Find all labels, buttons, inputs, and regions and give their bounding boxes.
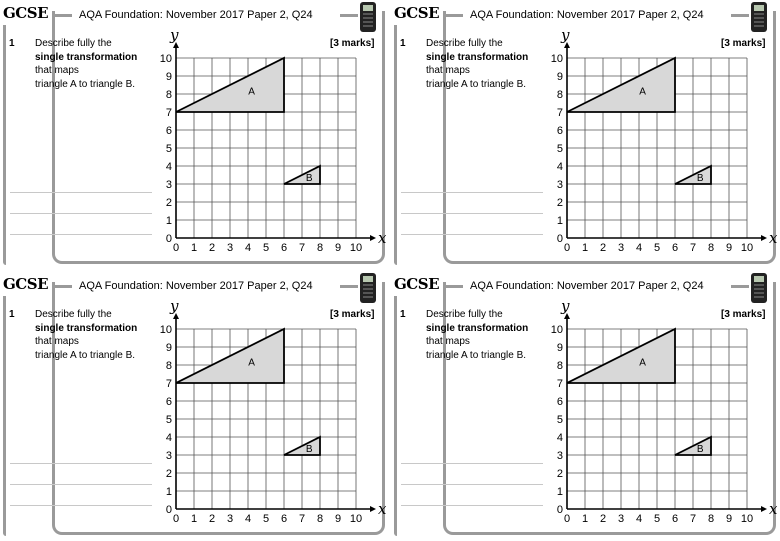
coordinate-grid [158, 28, 386, 260]
worksheet-card-bottom-right [391, 271, 780, 541]
y-tick-label: 3 [556, 179, 563, 191]
y-tick-label: 8 [165, 360, 172, 372]
x-tick-label: 2 [599, 513, 607, 525]
y-tick-label: 10 [550, 324, 563, 336]
y-axis-label: y [170, 28, 179, 44]
y-tick-label: 6 [165, 125, 172, 137]
y-tick-label: 0 [556, 504, 563, 516]
frame-border [731, 285, 749, 288]
coordinate-grid [549, 299, 777, 531]
paper-header: AQA Foundation: November 2017 Paper 2, Q24 [79, 280, 313, 292]
y-tick-label: 4 [556, 161, 563, 173]
x-tick-label: 8 [707, 242, 715, 254]
x-tick-label: 3 [617, 242, 625, 254]
question-line: that maps [35, 65, 79, 76]
x-axis-label: x [769, 500, 777, 518]
x-tick-label: 7 [298, 513, 306, 525]
triangle-b-label: B [305, 172, 313, 184]
y-axis-label: y [561, 299, 570, 315]
question-line: that maps [35, 336, 79, 347]
question-line: Describe fully the [426, 38, 503, 49]
answer-line[interactable] [10, 234, 152, 235]
answer-line[interactable] [10, 505, 152, 506]
x-tick-label: 8 [316, 513, 324, 525]
y-tick-label: 5 [556, 143, 563, 155]
y-tick-label: 9 [165, 342, 172, 354]
triangle-b-label: B [305, 443, 313, 455]
frame-border [394, 25, 397, 265]
marks-label: [3 marks] [721, 38, 766, 49]
question-number: 1 [9, 309, 15, 320]
y-tick-label: 5 [556, 414, 563, 426]
y-tick-label: 2 [556, 468, 563, 480]
x-tick-label: 6 [280, 513, 288, 525]
frame-border [52, 14, 72, 17]
question-text [426, 37, 556, 91]
x-tick-label: 4 [635, 513, 643, 525]
marks-label: [3 marks] [330, 38, 375, 49]
y-tick-label: 9 [556, 342, 563, 354]
triangle-a-label: A [248, 357, 255, 369]
x-tick-label: 4 [244, 242, 252, 254]
worksheet-card-top-right [391, 0, 780, 270]
question-line-bold: single transformation [426, 322, 529, 334]
x-tick-label: 3 [226, 513, 234, 525]
x-tick-label: 8 [316, 242, 324, 254]
question-text [426, 308, 556, 362]
x-axis-arrow [761, 235, 767, 241]
x-tick-label: 10 [349, 513, 363, 525]
answer-line[interactable] [10, 484, 152, 485]
question-number: 1 [9, 38, 15, 49]
x-tick-label: 0 [172, 242, 180, 254]
frame-border [443, 14, 463, 17]
y-tick-label: 10 [550, 53, 563, 65]
x-tick-label: 7 [298, 242, 306, 254]
question-line-bold: single transformation [35, 322, 138, 334]
x-tick-label: 1 [190, 242, 198, 254]
question-number: 1 [400, 38, 406, 49]
x-axis-arrow [370, 235, 376, 241]
coordinate-grid [549, 28, 777, 260]
y-tick-label: 8 [556, 360, 563, 372]
y-tick-label: 0 [165, 504, 172, 516]
marks-label: [3 marks] [721, 309, 766, 320]
y-tick-label: 9 [165, 71, 172, 83]
y-tick-label: 4 [165, 161, 172, 173]
question-line: triangle A to triangle B. [426, 349, 527, 361]
answer-line[interactable] [10, 213, 152, 214]
x-tick-label: 2 [208, 513, 216, 525]
frame-border [3, 296, 6, 536]
x-tick-label: 1 [190, 513, 198, 525]
frame-border [340, 285, 358, 288]
x-tick-label: 3 [617, 513, 625, 525]
x-tick-label: 9 [725, 242, 733, 254]
y-tick-label: 7 [165, 378, 172, 390]
coordinate-grid [158, 299, 386, 531]
y-tick-label: 7 [165, 107, 172, 119]
x-tick-label: 6 [671, 242, 679, 254]
x-tick-label: 3 [226, 242, 234, 254]
y-tick-label: 1 [556, 215, 563, 227]
y-tick-label: 7 [556, 107, 563, 119]
y-tick-label: 7 [556, 378, 563, 390]
question-number: 1 [400, 309, 406, 320]
question-line-bold: single transformation [426, 51, 529, 63]
gcse-logo: GCSE [3, 275, 49, 293]
worksheet-card-top-left [0, 0, 390, 270]
gcse-logo: GCSE [394, 275, 440, 293]
frame-border [3, 25, 6, 265]
x-axis-label: x [769, 229, 777, 247]
x-tick-label: 9 [334, 513, 342, 525]
x-axis-arrow [761, 506, 767, 512]
question-line-bold: single transformation [35, 51, 138, 63]
x-tick-label: 10 [349, 242, 363, 254]
x-tick-label: 6 [280, 242, 288, 254]
y-tick-label: 6 [165, 396, 172, 408]
question-line: triangle A to triangle B. [35, 78, 136, 90]
x-tick-label: 9 [725, 513, 733, 525]
x-tick-label: 1 [581, 513, 589, 525]
marks-label: [3 marks] [330, 309, 375, 320]
x-tick-label: 2 [599, 242, 607, 254]
question-line: triangle A to triangle B. [426, 78, 527, 90]
y-tick-label: 3 [165, 179, 172, 191]
answer-line[interactable] [401, 192, 543, 193]
x-axis-label: x [378, 500, 386, 518]
x-axis-arrow [370, 506, 376, 512]
frame-border [443, 285, 463, 288]
x-tick-label: 10 [740, 513, 754, 525]
y-tick-label: 8 [165, 89, 172, 101]
frame-border [394, 296, 397, 536]
answer-line[interactable] [401, 463, 543, 464]
question-line: that maps [426, 65, 470, 76]
triangle-a-label: A [639, 86, 646, 98]
y-tick-label: 4 [556, 432, 563, 444]
answer-line[interactable] [401, 484, 543, 485]
answer-line[interactable] [401, 234, 543, 235]
answer-line[interactable] [10, 463, 152, 464]
x-tick-label: 0 [563, 242, 571, 254]
y-tick-label: 4 [165, 432, 172, 444]
x-tick-label: 0 [172, 513, 180, 525]
answer-line[interactable] [401, 213, 543, 214]
question-text [35, 308, 165, 362]
x-tick-label: 0 [563, 513, 571, 525]
y-tick-label: 5 [165, 414, 172, 426]
y-tick-label: 1 [165, 215, 172, 227]
y-tick-label: 6 [556, 396, 563, 408]
paper-header: AQA Foundation: November 2017 Paper 2, Q24 [470, 9, 704, 21]
frame-border [52, 285, 72, 288]
question-line: Describe fully the [35, 38, 112, 49]
y-tick-label: 3 [165, 450, 172, 462]
x-tick-label: 5 [262, 513, 270, 525]
y-tick-label: 6 [556, 125, 563, 137]
y-axis-label: y [561, 28, 570, 44]
triangle-a-label: A [639, 357, 646, 369]
y-tick-label: 2 [165, 197, 172, 209]
x-tick-label: 4 [635, 242, 643, 254]
y-tick-label: 1 [165, 486, 172, 498]
answer-line[interactable] [401, 505, 543, 506]
y-tick-label: 2 [165, 468, 172, 480]
triangle-b-label: B [696, 172, 704, 184]
question-line: that maps [426, 336, 470, 347]
frame-border [340, 14, 358, 17]
y-axis-label: y [170, 299, 179, 315]
paper-header: AQA Foundation: November 2017 Paper 2, Q24 [79, 9, 313, 21]
question-line: triangle A to triangle B. [35, 349, 136, 361]
x-axis-label: x [378, 229, 386, 247]
x-tick-label: 7 [689, 242, 697, 254]
x-tick-label: 9 [334, 242, 342, 254]
y-tick-label: 9 [556, 71, 563, 83]
worksheet-card-bottom-left [0, 271, 390, 541]
y-tick-label: 2 [556, 197, 563, 209]
x-tick-label: 7 [689, 513, 697, 525]
question-text [35, 37, 165, 91]
paper-header: AQA Foundation: November 2017 Paper 2, Q24 [470, 280, 704, 292]
y-tick-label: 10 [159, 53, 172, 65]
question-line: Describe fully the [426, 309, 503, 320]
x-tick-label: 5 [653, 242, 661, 254]
y-tick-label: 0 [556, 233, 563, 245]
gcse-logo: GCSE [394, 4, 440, 22]
x-tick-label: 2 [208, 242, 216, 254]
gcse-logo: GCSE [3, 4, 49, 22]
answer-line[interactable] [10, 192, 152, 193]
x-tick-label: 4 [244, 513, 252, 525]
x-tick-label: 8 [707, 513, 715, 525]
triangle-a-label: A [248, 86, 255, 98]
y-tick-label: 8 [556, 89, 563, 101]
frame-border [731, 14, 749, 17]
x-tick-label: 10 [740, 242, 754, 254]
x-tick-label: 5 [262, 242, 270, 254]
triangle-b-label: B [696, 443, 704, 455]
y-tick-label: 5 [165, 143, 172, 155]
y-tick-label: 3 [556, 450, 563, 462]
x-tick-label: 5 [653, 513, 661, 525]
y-tick-label: 1 [556, 486, 563, 498]
y-tick-label: 10 [159, 324, 172, 336]
x-tick-label: 6 [671, 513, 679, 525]
y-tick-label: 0 [165, 233, 172, 245]
question-line: Describe fully the [35, 309, 112, 320]
x-tick-label: 1 [581, 242, 589, 254]
